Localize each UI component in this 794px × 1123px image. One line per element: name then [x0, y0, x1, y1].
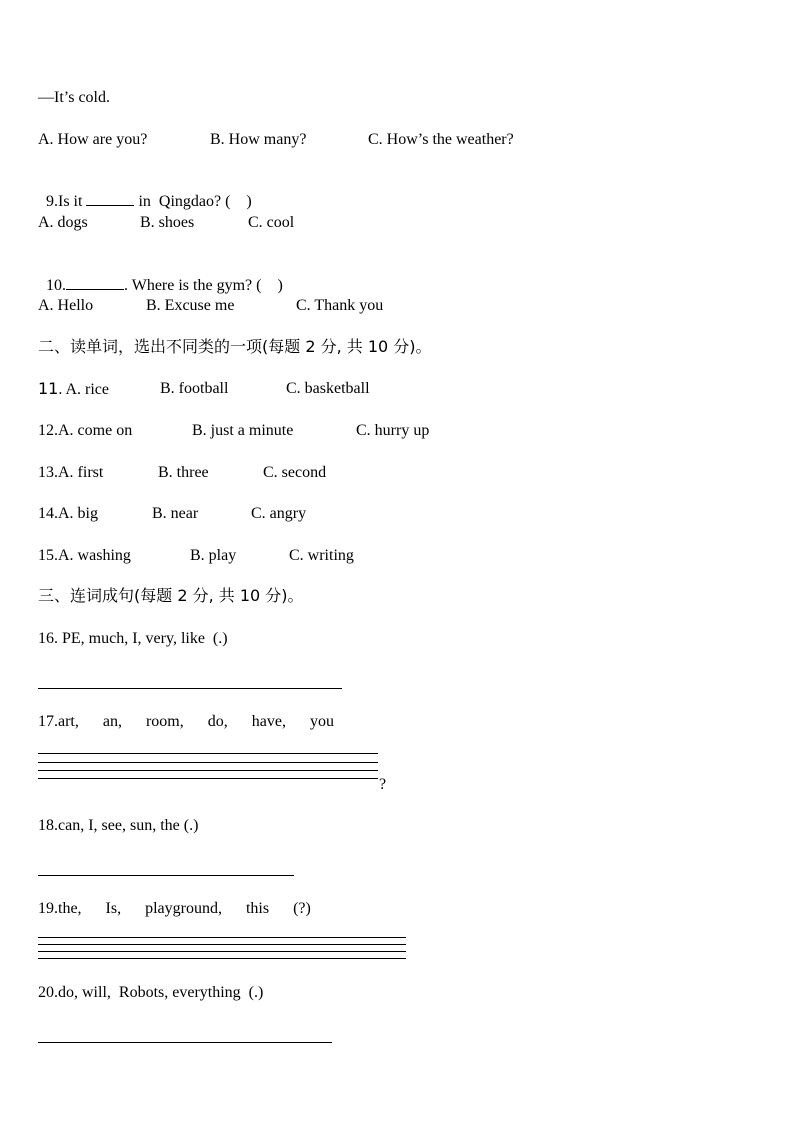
question-17-mark: ?	[379, 776, 387, 793]
answer-line-17c	[38, 770, 378, 771]
question-9-suffix: in Qingdao? ( )	[134, 193, 252, 210]
q12-option-a: 12.A. come on	[38, 422, 133, 439]
answer-line-19a	[38, 937, 406, 938]
question-17: 17.art, an, room, do, have, you	[38, 713, 334, 730]
q11-option-c: C. basketball	[286, 380, 370, 397]
q9-option-c: C. cool	[248, 214, 295, 231]
q13-option-c: C. second	[263, 464, 327, 481]
q14-option-c: C. angry	[251, 505, 307, 522]
q11-number: 11	[38, 379, 59, 398]
question-20: 20.do, will, Robots, everything (.)	[38, 984, 264, 1001]
answer-line-19c	[38, 951, 406, 952]
q11-option-a	[38, 379, 109, 400]
section-3-heading: 三、连词成句(每题 2 分, 共 10 分)。	[38, 586, 304, 605]
q15-option-b: B. play	[190, 547, 237, 564]
q13-option-b: B. three	[158, 464, 209, 481]
q10-option-a: A. Hello	[38, 297, 94, 314]
question-9-blank	[86, 191, 134, 206]
q12-option-b: B. just a minute	[192, 422, 294, 439]
q9-option-b: B. shoes	[140, 214, 195, 231]
q11-option-a-text: . A. rice	[58, 381, 110, 398]
q14-option-b: B. near	[152, 505, 199, 522]
question-10	[38, 255, 283, 296]
section-2-heading: 二、读单词，选出不同类的一项(每题 2 分, 共 10 分)。	[38, 337, 432, 356]
q9-option-a: A. dogs	[38, 214, 88, 231]
q11-option-b: B. football	[160, 380, 229, 397]
question-9	[38, 171, 252, 212]
q13-option-a: 13.A. first	[38, 464, 104, 481]
q8-option-b: B. How many?	[210, 131, 307, 148]
q15-option-c: C. writing	[289, 547, 354, 564]
question-16: 16. PE, much, I, very, like (.)	[38, 630, 228, 647]
q10-option-c: C. Thank you	[296, 297, 384, 314]
question-10-suffix: . Where is the gym? ( )	[124, 277, 283, 294]
answer-line-17a	[38, 753, 378, 754]
q15-option-a: 15.A. washing	[38, 547, 131, 564]
q12-option-c: C. hurry up	[356, 422, 430, 439]
q8-option-a: A. How are you?	[38, 131, 148, 148]
q8-option-c: C. How’s the weather?	[368, 131, 514, 148]
q14-option-a: 14.A. big	[38, 505, 98, 522]
answer-line-17d	[38, 778, 378, 779]
question-10-blank	[66, 275, 124, 290]
answer-line-20	[38, 1042, 332, 1043]
question-10-prefix: 10.	[46, 277, 66, 294]
question-19: 19.the, Is, playground, this (?)	[38, 900, 311, 917]
answer-line-19d	[38, 958, 406, 959]
answer-line-19b	[38, 944, 406, 945]
dialog-line: —It’s cold.	[38, 89, 110, 106]
q10-option-b: B. Excuse me	[146, 297, 235, 314]
answer-line-18	[38, 875, 294, 876]
answer-line-16	[38, 688, 342, 689]
question-9-prefix: 9.Is it	[46, 193, 87, 210]
question-18: 18.can, I, see, sun, the (.)	[38, 817, 199, 834]
answer-line-17b	[38, 762, 378, 763]
